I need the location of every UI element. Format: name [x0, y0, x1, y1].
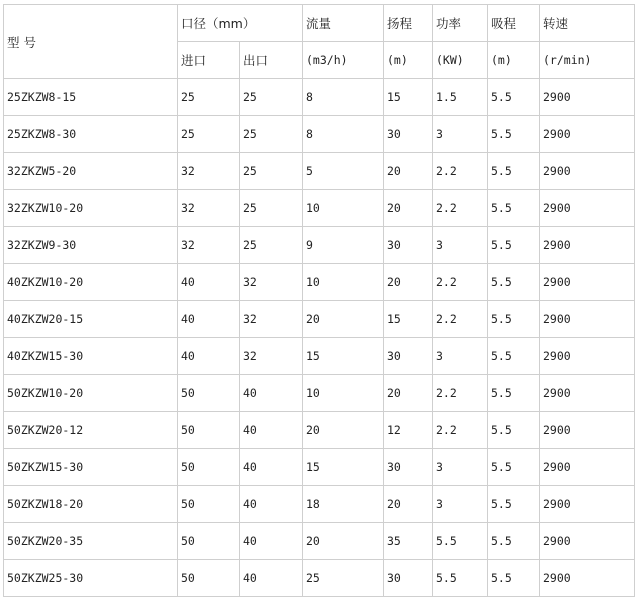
- speed-cell: 2900: [540, 190, 635, 227]
- head-header: 扬程: [384, 5, 433, 42]
- inlet-cell: 50: [178, 375, 240, 412]
- outlet-cell: 25: [240, 190, 303, 227]
- head-cell: 20: [384, 486, 433, 523]
- table-row: [4, 523, 635, 560]
- speed-cell: 2900: [540, 523, 635, 560]
- inlet-cell: 25: [178, 116, 240, 153]
- table-row: [4, 338, 635, 375]
- power-cell: 1.5: [433, 79, 488, 116]
- power-cell: 2.2: [433, 153, 488, 190]
- flow-cell: 20: [303, 412, 384, 449]
- model-cell: 50ZKZW20-12: [4, 412, 178, 449]
- flow-cell: 10: [303, 190, 384, 227]
- suction-header: 吸程: [488, 5, 540, 42]
- inlet-cell: 40: [178, 264, 240, 301]
- outlet-cell: 40: [240, 412, 303, 449]
- head-cell: 15: [384, 79, 433, 116]
- inlet-cell: 50: [178, 486, 240, 523]
- power-unit: (KW): [433, 42, 488, 79]
- flow-cell: 10: [303, 375, 384, 412]
- table-row: [4, 301, 635, 338]
- head-cell: 20: [384, 153, 433, 190]
- power-header: 功率: [433, 5, 488, 42]
- suction-cell: 5.5: [488, 116, 540, 153]
- flow-cell: 5: [303, 153, 384, 190]
- outlet-cell: 25: [240, 153, 303, 190]
- head-unit: (m): [384, 42, 433, 79]
- model-cell: 50ZKZW15-30: [4, 449, 178, 486]
- head-cell: 30: [384, 560, 433, 597]
- power-cell: 2.2: [433, 375, 488, 412]
- outlet-cell: 40: [240, 375, 303, 412]
- power-cell: 2.2: [433, 412, 488, 449]
- suction-cell: 5.5: [488, 153, 540, 190]
- model-cell: 50ZKZW25-30: [4, 560, 178, 597]
- inlet-cell: 40: [178, 301, 240, 338]
- suction-cell: 5.5: [488, 560, 540, 597]
- power-cell: 5.5: [433, 560, 488, 597]
- pump-spec-table: [3, 4, 635, 597]
- outlet-cell: 32: [240, 301, 303, 338]
- suction-unit: (m): [488, 42, 540, 79]
- table-row: [4, 116, 635, 153]
- model-cell: 40ZKZW20-15: [4, 301, 178, 338]
- suction-cell: 5.5: [488, 227, 540, 264]
- head-cell: 20: [384, 375, 433, 412]
- caliber-header: 口径（mm）: [178, 5, 303, 42]
- speed-cell: 2900: [540, 449, 635, 486]
- inlet-cell: 50: [178, 449, 240, 486]
- suction-cell: 5.5: [488, 375, 540, 412]
- speed-cell: 2900: [540, 301, 635, 338]
- speed-cell: 2900: [540, 79, 635, 116]
- table-row: [4, 412, 635, 449]
- inlet-cell: 25: [178, 79, 240, 116]
- power-cell: 3: [433, 486, 488, 523]
- speed-cell: 2900: [540, 375, 635, 412]
- model-header: 型 号: [4, 5, 178, 79]
- outlet-header: 出口: [240, 42, 303, 79]
- flow-header: 流量: [303, 5, 384, 42]
- speed-cell: 2900: [540, 560, 635, 597]
- model-cell: 40ZKZW15-30: [4, 338, 178, 375]
- flow-unit: (m3/h): [303, 42, 384, 79]
- inlet-cell: 32: [178, 227, 240, 264]
- speed-cell: 2900: [540, 486, 635, 523]
- suction-cell: 5.5: [488, 301, 540, 338]
- inlet-header: 进口: [178, 42, 240, 79]
- table-row: [4, 190, 635, 227]
- power-cell: 5.5: [433, 523, 488, 560]
- head-cell: 15: [384, 301, 433, 338]
- power-cell: 3: [433, 227, 488, 264]
- outlet-cell: 32: [240, 338, 303, 375]
- power-cell: 3: [433, 338, 488, 375]
- table-row: [4, 486, 635, 523]
- model-cell: 32ZKZW5-20: [4, 153, 178, 190]
- power-cell: 2.2: [433, 190, 488, 227]
- outlet-cell: 40: [240, 523, 303, 560]
- suction-cell: 5.5: [488, 190, 540, 227]
- header-row-1: [4, 5, 635, 42]
- model-cell: 50ZKZW18-20: [4, 486, 178, 523]
- head-cell: 30: [384, 116, 433, 153]
- suction-cell: 5.5: [488, 79, 540, 116]
- table-row: [4, 227, 635, 264]
- model-cell: 32ZKZW9-30: [4, 227, 178, 264]
- flow-cell: 10: [303, 264, 384, 301]
- table-row: [4, 153, 635, 190]
- inlet-cell: 32: [178, 153, 240, 190]
- model-cell: 25ZKZW8-30: [4, 116, 178, 153]
- head-cell: 12: [384, 412, 433, 449]
- flow-cell: 25: [303, 560, 384, 597]
- flow-cell: 20: [303, 523, 384, 560]
- speed-cell: 2900: [540, 153, 635, 190]
- suction-cell: 5.5: [488, 449, 540, 486]
- power-cell: 2.2: [433, 264, 488, 301]
- inlet-cell: 32: [178, 190, 240, 227]
- suction-cell: 5.5: [488, 264, 540, 301]
- model-cell: 50ZKZW10-20: [4, 375, 178, 412]
- flow-cell: 15: [303, 338, 384, 375]
- flow-cell: 20: [303, 301, 384, 338]
- head-cell: 30: [384, 338, 433, 375]
- model-cell: 40ZKZW10-20: [4, 264, 178, 301]
- speed-header: 转速: [540, 5, 635, 42]
- outlet-cell: 25: [240, 116, 303, 153]
- outlet-cell: 40: [240, 449, 303, 486]
- outlet-cell: 40: [240, 486, 303, 523]
- speed-cell: 2900: [540, 264, 635, 301]
- flow-cell: 18: [303, 486, 384, 523]
- suction-cell: 5.5: [488, 523, 540, 560]
- outlet-cell: 25: [240, 79, 303, 116]
- inlet-cell: 50: [178, 412, 240, 449]
- model-cell: 50ZKZW20-35: [4, 523, 178, 560]
- speed-cell: 2900: [540, 227, 635, 264]
- speed-cell: 2900: [540, 116, 635, 153]
- power-cell: 2.2: [433, 301, 488, 338]
- speed-unit: (r/min): [540, 42, 635, 79]
- flow-cell: 8: [303, 79, 384, 116]
- flow-cell: 9: [303, 227, 384, 264]
- table-row: [4, 79, 635, 116]
- inlet-cell: 40: [178, 338, 240, 375]
- outlet-cell: 25: [240, 227, 303, 264]
- inlet-cell: 50: [178, 560, 240, 597]
- power-cell: 3: [433, 449, 488, 486]
- head-cell: 20: [384, 264, 433, 301]
- head-cell: 20: [384, 190, 433, 227]
- flow-cell: 15: [303, 449, 384, 486]
- speed-cell: 2900: [540, 412, 635, 449]
- inlet-cell: 50: [178, 523, 240, 560]
- outlet-cell: 32: [240, 264, 303, 301]
- table-row: [4, 375, 635, 412]
- flow-cell: 8: [303, 116, 384, 153]
- model-cell: 32ZKZW10-20: [4, 190, 178, 227]
- table-row: [4, 449, 635, 486]
- head-cell: 30: [384, 449, 433, 486]
- power-cell: 3: [433, 116, 488, 153]
- head-cell: 35: [384, 523, 433, 560]
- outlet-cell: 40: [240, 560, 303, 597]
- suction-cell: 5.5: [488, 412, 540, 449]
- head-cell: 30: [384, 227, 433, 264]
- suction-cell: 5.5: [488, 486, 540, 523]
- table-row: [4, 264, 635, 301]
- model-cell: 25ZKZW8-15: [4, 79, 178, 116]
- speed-cell: 2900: [540, 338, 635, 375]
- suction-cell: 5.5: [488, 338, 540, 375]
- table-row: [4, 560, 635, 597]
